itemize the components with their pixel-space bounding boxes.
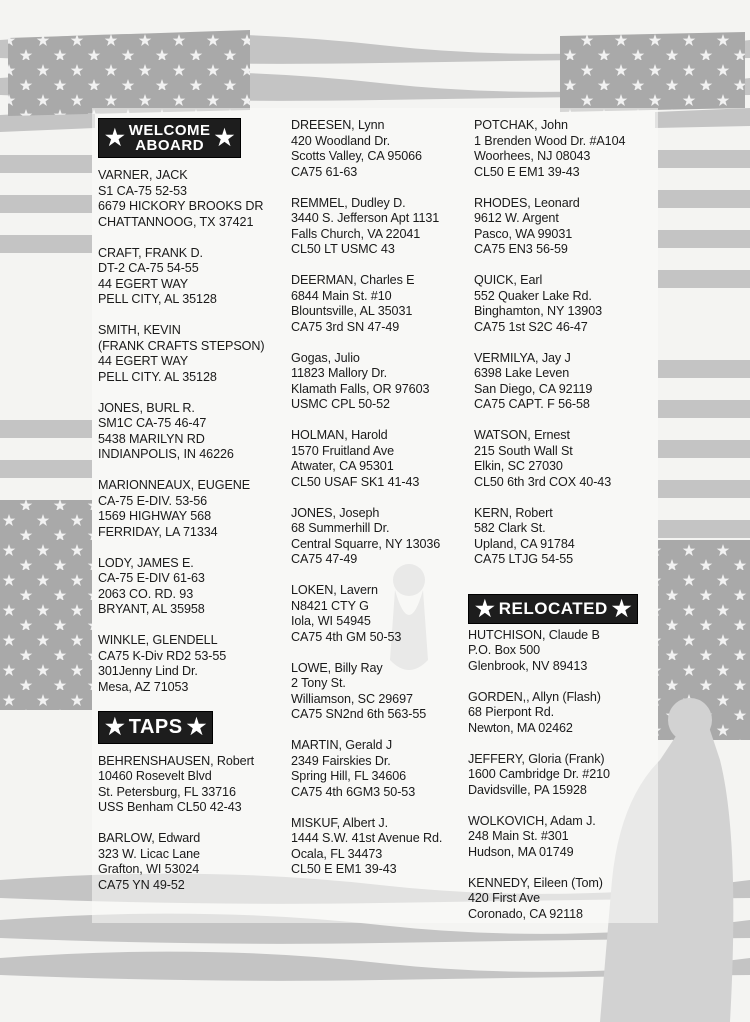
column-middle [291, 118, 471, 893]
member-address: 215 South Wall St [474, 443, 573, 458]
member-name: HUTCHISON, Claude B [468, 627, 600, 642]
member-city: Klamath Falls, OR 97603 [291, 381, 430, 396]
member-address: 420 Woodland Dr. [291, 133, 390, 148]
relocated-entry [468, 628, 654, 675]
member-name: LODY, JAMES E. [98, 555, 194, 570]
member-name: RHODES, Leonard [474, 195, 580, 210]
taps-banner [98, 711, 213, 744]
member-name: MISKUF, Albert J. [291, 815, 388, 830]
member-city: Spring Hill, FL 34606 [291, 769, 407, 783]
member-address: 10460 Rosevelt Blvd [98, 769, 212, 783]
member-address: 1 Brenden Wood Dr. #A104 [474, 133, 626, 148]
member-entry [291, 351, 471, 413]
member-entry [291, 118, 471, 180]
member-address: 420 First Ave [468, 891, 540, 905]
welcome-aboard-banner [98, 118, 241, 158]
member-detail: DT-2 CA-75 54-55 [98, 261, 199, 275]
member-detail: CA75 47-49 [291, 552, 358, 566]
member-entry [474, 273, 654, 335]
member-address: 3440 S. Jefferson Apt 1131 [291, 211, 440, 225]
member-detail: CL50 E EM1 39-43 [291, 862, 397, 876]
member-city: FERRIDAY, LA 71334 [98, 524, 218, 539]
member-detail: CA75 1st S2C 46-47 [474, 319, 588, 334]
member-entry [291, 816, 471, 878]
member-address: 2349 Fairskies Dr. [291, 753, 391, 768]
member-city: Woorhees, NJ 08043 [474, 149, 591, 163]
star-icon: ★ [105, 714, 125, 739]
member-entry [474, 118, 654, 180]
member-address: 552 Quaker Lake Rd. [474, 288, 592, 303]
member-entry [98, 401, 283, 463]
member-address: 44 EGERT WAY [98, 354, 189, 368]
member-entry [291, 583, 471, 645]
member-entry [291, 196, 471, 258]
member-entry [474, 196, 654, 258]
relocated-entry [468, 814, 654, 861]
member-detail: CL50 LT USMC 43 [291, 242, 395, 256]
member-city: Blountsville, AL 35031 [291, 304, 413, 318]
member-city: Upland, CA 91784 [474, 536, 575, 551]
member-detail: CA75 4th 6GM3 50-53 [291, 784, 416, 799]
member-name: BEHRENSHAUSEN, Robert [98, 753, 255, 768]
member-city: Hudson, MA 01749 [468, 844, 574, 859]
member-name: POTCHAK, John [474, 118, 568, 132]
member-name: MARTIN, Gerald J [291, 738, 393, 752]
member-name: BARLOW, Edward [98, 831, 201, 845]
member-detail: CA75 YN 49-52 [98, 877, 185, 892]
member-entry [98, 168, 283, 230]
member-entry [291, 506, 471, 568]
member-city: Newton, MA 02462 [468, 720, 573, 735]
member-entry [474, 428, 654, 490]
member-city: Coronado, CA 92118 [468, 906, 583, 921]
member-address: 1569 HIGHWAY 568 [98, 509, 211, 523]
member-name: VERMILYA, Jay J [474, 350, 571, 365]
member-name: CRAFT, FRANK D. [98, 245, 203, 260]
member-city: Glenbrook, NV 89413 [468, 658, 588, 673]
column-left [98, 118, 283, 909]
member-name: JONES, Joseph [291, 505, 380, 520]
welcome-banner-line2: ABOARD [135, 137, 205, 154]
member-entry [98, 556, 283, 618]
member-address: 2063 CO. RD. 93 [98, 586, 194, 601]
member-detail: USMC CPL 50-52 [291, 397, 390, 411]
star-icon: ★ [105, 125, 125, 150]
member-detail: CA75 SN2nd 6th 563-55 [291, 707, 427, 721]
member-city: Elkin, SC 27030 [474, 459, 563, 473]
member-address: 9612 W. Argent [474, 211, 559, 225]
member-name: JONES, BURL R. [98, 400, 195, 415]
member-city: Atwater, CA 95301 [291, 459, 394, 473]
member-detail: CA75 3rd SN 47-49 [291, 319, 400, 334]
member-address: 2 Tony St. [291, 676, 346, 690]
member-city: BRYANT, AL 35958 [98, 602, 205, 616]
member-name: LOKEN, Lavern [291, 583, 378, 597]
relocated-entry [468, 690, 654, 737]
member-city: PELL CITY. AL 35128 [98, 369, 217, 384]
member-address: 5438 MARILYN RD [98, 431, 205, 446]
member-city: Falls Church, VA 22041 [291, 226, 421, 241]
column-right [468, 118, 654, 938]
member-name: WATSON, Ernest [474, 428, 570, 442]
member-detail: CA75 K-Div RD2 53-55 [98, 648, 227, 663]
member-detail: CA-75 E-DIV. 53-56 [98, 493, 208, 508]
member-address: 11823 Mallory Dr. [291, 366, 388, 380]
member-name: GORDEN,, Allyn (Flash) [468, 689, 601, 704]
member-entry [291, 661, 471, 723]
member-detail: CA75 LTJG 54-55 [474, 552, 574, 566]
member-city: Pasco, WA 99031 [474, 226, 573, 241]
member-name: REMMEL, Dudley D. [291, 195, 406, 210]
member-address: P.O. Box 500 [468, 643, 541, 657]
member-detail: USS Benham CL50 42-43 [98, 800, 242, 814]
member-city: Mesa, AZ 71053 [98, 679, 189, 694]
member-address: 301Jenny Lind Dr. [98, 664, 198, 678]
member-address: 6844 Main St. #10 [291, 288, 392, 303]
member-name: JEFFERY, Gloria (Frank) [468, 751, 605, 766]
member-name: Gogas, Julio [291, 350, 360, 365]
member-address: 1570 Fruitland Ave [291, 443, 394, 458]
member-detail: CA-75 E-DIV 61-63 [98, 571, 205, 585]
member-city: Davidsville, PA 15928 [468, 782, 587, 797]
member-detail: CL50 USAF SK1 41-43 [291, 474, 420, 489]
member-entry [98, 633, 283, 695]
member-detail: SM1C CA-75 46-47 [98, 416, 207, 430]
relocated-banner [468, 594, 638, 624]
member-name: KERN, Robert [474, 505, 553, 520]
relocated-entry [468, 876, 654, 923]
member-name: QUICK, Earl [474, 273, 543, 287]
member-address: 248 Main St. #301 [468, 829, 569, 843]
member-name: DREESEN, Lynn [291, 118, 385, 132]
member-city: Iola, WI 54945 [291, 614, 371, 628]
star-icon: ★ [611, 595, 632, 621]
member-city: CHATTANNOOG, TX 37421 [98, 214, 254, 229]
star-icon: ★ [214, 125, 235, 150]
member-detail: S1 CA-75 52-53 [98, 183, 187, 198]
member-city: Grafton, WI 53024 [98, 862, 200, 876]
member-name: LOWE, Billy Ray [291, 660, 383, 675]
member-detail: CA75 4th GM 50-53 [291, 629, 402, 644]
member-entry [98, 478, 283, 540]
taps-banner-label: TAPS [128, 715, 183, 738]
member-name: WOLKOVICH, Adam J. [468, 813, 596, 828]
taps-entry [98, 754, 283, 816]
member-detail: (FRANK CRAFTS STEPSON) [98, 338, 265, 353]
member-city: Williamson, SC 29697 [291, 691, 413, 706]
member-entry [474, 351, 654, 413]
member-city: PELL CITY, AL 35128 [98, 292, 217, 306]
member-entry [291, 738, 471, 800]
member-name: MARIONNEAUX, EUGENE [98, 478, 251, 492]
member-entry [291, 273, 471, 335]
member-address: 6398 Lake Leven [474, 366, 570, 380]
member-entry [291, 428, 471, 490]
member-detail: CL50 E EM1 39-43 [474, 164, 580, 179]
member-city: Scotts Valley, CA 95066 [291, 149, 422, 163]
member-city: Central Squarre, NY 13036 [291, 536, 441, 551]
member-entry [474, 506, 654, 568]
member-name: SMITH, KEVIN [98, 323, 181, 337]
member-detail: CA75 CAPT. F 56-58 [474, 397, 590, 411]
relocated-entry [468, 752, 654, 799]
member-detail: CA75 61-63 [291, 164, 358, 179]
member-city: Binghamton, NY 13903 [474, 304, 602, 318]
member-address: 1444 S.W. 41st Avenue Rd. [291, 831, 443, 845]
member-name: HOLMAN, Harold [291, 428, 388, 442]
member-address: N8421 CTY G [291, 598, 369, 613]
member-name: VARNER, JACK [98, 168, 188, 182]
welcome-banner-line1: WELCOME [128, 122, 211, 139]
taps-entry [98, 831, 283, 893]
member-city: INDIANPOLIS, IN 46226 [98, 447, 234, 461]
member-address: 1600 Cambridge Dr. #210 [468, 767, 610, 781]
member-address: 582 Clark St. [474, 521, 546, 535]
member-name: WINKLE, GLENDELL [98, 633, 218, 647]
member-city: San Diego, CA 92119 [474, 381, 593, 396]
member-entry [98, 323, 283, 385]
member-entry [98, 246, 283, 308]
member-address: 68 Pierpont Rd. [468, 705, 555, 719]
member-address: 44 EGERT WAY [98, 276, 189, 291]
member-detail: CA75 EN3 56-59 [474, 242, 568, 256]
star-icon: ★ [475, 595, 495, 621]
member-name: DEERMAN, Charles E [291, 273, 415, 287]
star-icon: ★ [186, 714, 207, 739]
member-address: 323 W. Licac Lane [98, 846, 200, 861]
member-city: St. Petersburg, FL 33716 [98, 784, 236, 799]
member-address: 6679 HICKORY BROOKS DR [98, 199, 264, 213]
member-city: Ocala, FL 34473 [291, 846, 383, 861]
member-address: 68 Summerhill Dr. [291, 521, 390, 535]
member-detail: CL50 6th 3rd COX 40-43 [474, 474, 612, 489]
relocated-banner-label: RELOCATED [498, 598, 608, 618]
member-name: KENNEDY, Eileen (Tom) [468, 875, 603, 890]
